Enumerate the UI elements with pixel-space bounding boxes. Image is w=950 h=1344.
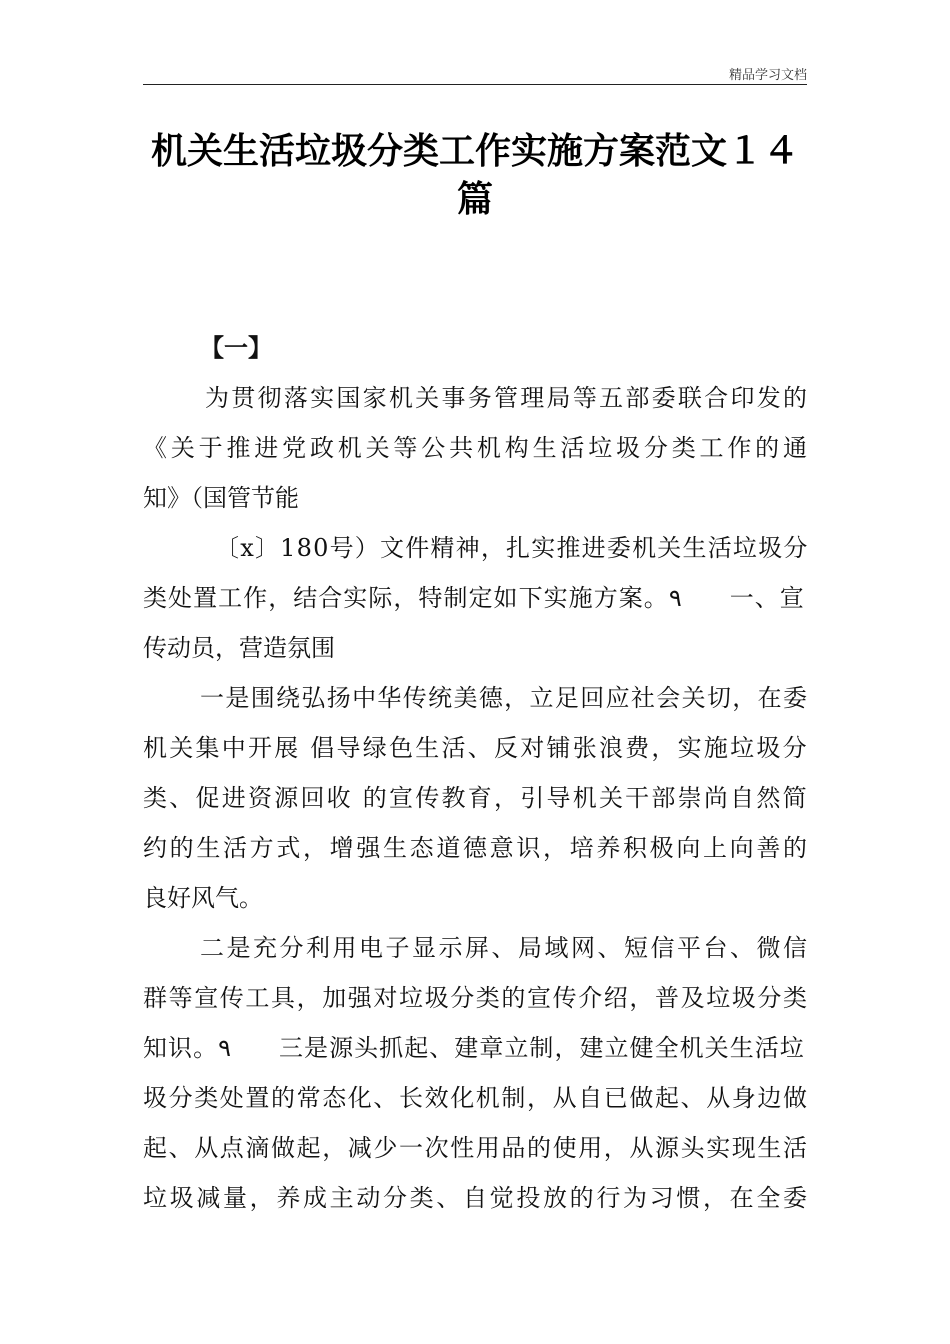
body-line: 垃圾减量，养成主动分类、自觉投放的行为习惯，在全委 bbox=[143, 1184, 810, 1212]
body-line: 《关于推进党政机关等公共机构生活垃圾分类工作的通 bbox=[143, 434, 811, 462]
body-line: 类处置工作，结合实际，特制定如下实施方案。٩ 一、宣 bbox=[143, 584, 805, 612]
header-rule bbox=[143, 84, 807, 85]
body-line: 机关集中开展 倡导绿色生活、反对铺张浪费，实施垃圾分 bbox=[143, 734, 809, 762]
title-line-1: 机关生活垃圾分类工作实施方案范文１４ bbox=[150, 131, 799, 172]
body-line: 二是充分利用电子显示屏、局域网、短信平台、微信 bbox=[200, 934, 810, 962]
body-line: 传动员，营造氛围 bbox=[143, 634, 335, 662]
body-line: 起、从点滴做起，减少一次性用品的使用，从源头实现生活 bbox=[143, 1134, 809, 1162]
title-line-2: 篇 bbox=[456, 179, 493, 220]
body-line: 圾分类处置的常态化、长效化机制，从自已做起、从身边做 bbox=[143, 1084, 809, 1112]
body-line: 知识。٩ 三是源头抓起、建章立制，建立健全机关生活垃 bbox=[143, 1034, 805, 1062]
body-line: 群等宣传工具，加强对垃圾分类的宣传介绍，普及垃圾分类 bbox=[143, 984, 809, 1012]
body-line: 类、促进资源回收 的宣传教育，引导机关干部崇尚自然简 bbox=[143, 784, 809, 812]
body-line: 约的生活方式，增强生态道德意识，培养积极向上向善的 bbox=[143, 834, 810, 862]
section-marker: 【一】 bbox=[200, 334, 272, 362]
document-title bbox=[143, 128, 807, 224]
body-line: 为贯彻落实国家机关事务管理局等五部委联合印发的 bbox=[205, 384, 810, 412]
body-line: 知》（国管节能 bbox=[143, 484, 299, 512]
body-line: 〔x〕180号）文件精神，扎实推进委机关生活垃圾分 bbox=[215, 534, 809, 562]
body-line: 一是围绕弘扬中华传统美德，立足回应社会关切，在委 bbox=[200, 684, 809, 712]
body-line: 良好风气。 bbox=[143, 884, 263, 912]
header-label: 精品学习文档 bbox=[728, 68, 807, 83]
